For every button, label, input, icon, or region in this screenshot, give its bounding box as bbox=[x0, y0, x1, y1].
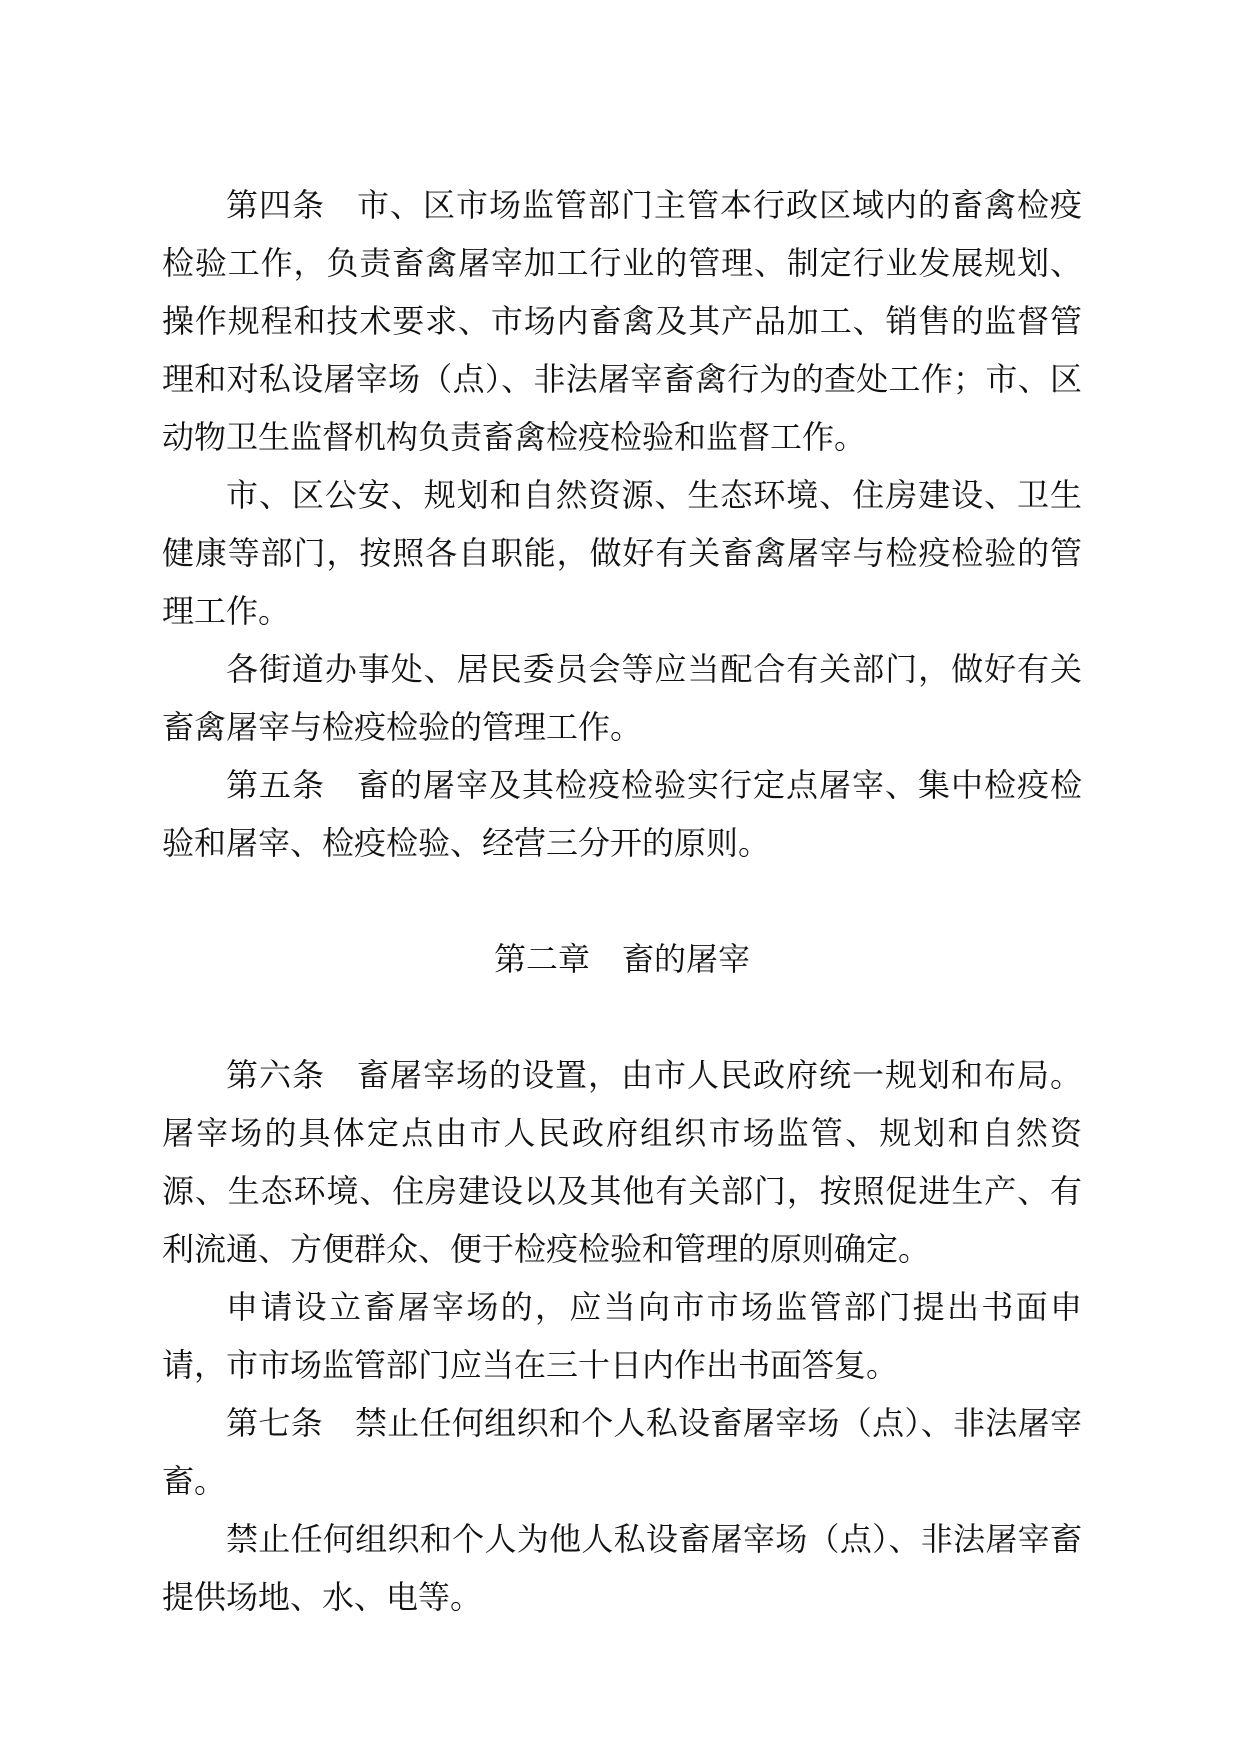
document-body bbox=[162, 176, 1082, 1626]
article-6-text: 畜屠宰场的设置，由市人民政府统一规划和布局。屠宰场的具体定点由市人民政府组织市场监管、规划和自然资源、生态环境、住房建设以及其他有关部门，按照促进生产、有利流通、方便群众、便于检疫检验和管理的原则确定。 bbox=[162, 1056, 1082, 1268]
article-6-label: 第六条 bbox=[226, 1056, 325, 1094]
article-6-paragraph bbox=[162, 1046, 1082, 1278]
article-4-text: 市、区市场监管部门主管本行政区域内的畜禽检疫检验工作，负责畜禽屠宰加工行业的管理、制定行业发展规划、操作规程和技术要求、市场内畜禽及其产品加工、销售的监督管理和对私设屠宰场（点）、非法屠宰畜禽行为的查处工作；市、区动物卫生监督机构负责畜禽检疫检验和监督工作。 bbox=[162, 186, 1082, 456]
article-7-paragraph-2: 禁止任何组织和个人为他人私设畜屠宰场（点）、非法屠宰畜提供场地、水、电等。 bbox=[162, 1520, 1082, 1616]
article-7-text: 禁止任何组织和个人私设畜屠宰场（点）、非法屠宰畜。 bbox=[162, 1404, 1082, 1500]
article-4-paragraph-2: 市、区公安、规划和自然资源、生态环境、住房建设、卫生健康等部门，按照各自职能，做好有关畜禽屠宰与检疫检验的管理工作。 bbox=[162, 476, 1082, 630]
chapter-heading bbox=[162, 930, 1082, 988]
article-6-paragraph-2: 申请设立畜屠宰场的，应当向市市场监管部门提出书面申请，市市场监管部门应当在三十日内作出书面答复。 bbox=[162, 1288, 1082, 1384]
article-4-paragraph bbox=[162, 176, 1082, 466]
chapter-title: 畜的屠宰 bbox=[622, 940, 751, 978]
article-5-paragraph bbox=[162, 756, 1082, 872]
article-4-label: 第四条 bbox=[226, 186, 325, 224]
article-7-paragraph bbox=[162, 1394, 1082, 1510]
article-5-label: 第五条 bbox=[226, 766, 325, 804]
article-7-label: 第七条 bbox=[226, 1404, 323, 1442]
article-5-text: 畜的屠宰及其检疫检验实行定点屠宰、集中检疫检验和屠宰、检疫检验、经营三分开的原则。 bbox=[162, 766, 1082, 862]
article-4-paragraph-3: 各街道办事处、居民委员会等应当配合有关部门，做好有关畜禽屠宰与检疫检验的管理工作。 bbox=[162, 650, 1082, 746]
chapter-number: 第二章 bbox=[493, 940, 590, 978]
